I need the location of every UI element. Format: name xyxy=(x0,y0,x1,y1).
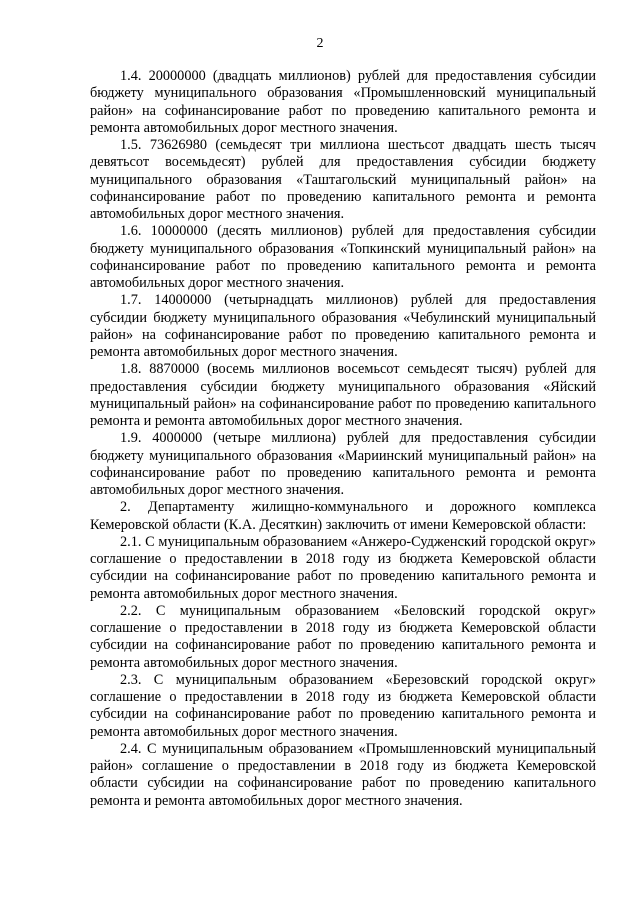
paragraph-2-4: 2.4. С муниципальным образованием «Промышленновский муниципальный район» соглашение о предоставлении в 2018 году из бюджета Кемеровской области субсидии на софинансирование работ по проведению капитального ремонта и ремонта автомобильных дорог местного значения. xyxy=(90,740,596,809)
paragraph-1-6: 1.6. 10000000 (десять миллионов) рублей для предоставления субсидии бюджету муниципального образования «Топкинский муниципальный район» на софинансирование работ по проведению капитального ремонта и ремонта автомобильных дорог местного значения. xyxy=(90,223,596,291)
paragraph-2-2: 2.2. С муниципальным образованием «Беловский городской округ» соглашение о предоставлении в 2018 году из бюджета Кемеровской области субсидии на софинансирование работ по проведению капитального ремонта и ремонта автомобильных дорог местного значения. xyxy=(90,602,596,671)
document-body xyxy=(90,68,596,810)
paragraph-2-1: 2.1. С муниципальным образованием «Анжеро-Судженский городской округ» соглашение о предоставлении в 2018 году из бюджета Кемеровской области субсидии на софинансирование работ по проведению капитального ремонта и ремонта автомобильных дорог местного значения. xyxy=(90,533,596,602)
paragraph-2-3: 2.3. С муниципальным образованием «Березовский городской округ» соглашение о предоставлении в 2018 году из бюджета Кемеровской области субсидии на софинансирование работ по проведению капитального ремонта и ремонта автомобильных дорог местного значения. xyxy=(90,671,596,740)
paragraph-1-4: 1.4. 20000000 (двадцать миллионов) рублей для предоставления субсидии бюджету муниципального образования «Промышленновский муниципальный район» на софинансирование работ по проведению капитального ремонта и ремонта автомобильных дорог местного значения. xyxy=(90,68,596,136)
paragraph-1-9: 1.9. 4000000 (четыре миллиона) рублей для предоставления субсидии бюджету муниципального образования «Мариинский муниципальный район» на софинансирование работ по проведению капитального ремонта и ремонта автомобильных дорог местного значения. xyxy=(90,430,596,498)
paragraph-1-7: 1.7. 14000000 (четырнадцать миллионов) рублей для предоставления субсидии бюджету муниципального образования «Чебулинский муниципальный район» на софинансирование работ по проведению капитального ремонта и ремонта автомобильных дорог местного значения. xyxy=(90,292,596,360)
page-number: 2 xyxy=(316,36,324,51)
paragraph-1-8: 1.8. 8870000 (восемь миллионов восемьсот семьдесят тысяч) рублей для предоставления субсидии бюджету муниципального образования «Яйский муниципальный район» на софинансирование работ по проведению капитального ремонта и ремонта автомобильных дорог местного значения. xyxy=(90,361,596,429)
paragraph-1-5: 1.5. 73626980 (семьдесят три миллиона шестьсот двадцать шесть тысяч девятьсот восемьдесят) рублей для предоставления субсидии бюджету муниципального образования «Таштагольский муниципальный район» на софинансирование работ по проведению капитального ремонта и ремонта автомобильных дорог местного значения. xyxy=(90,137,596,222)
paragraph-2: 2. Департаменту жилищно-коммунального и дорожного комплекса Кемеровской области (К.А. Десяткин) заключить от имени Кемеровской области: xyxy=(90,499,596,533)
